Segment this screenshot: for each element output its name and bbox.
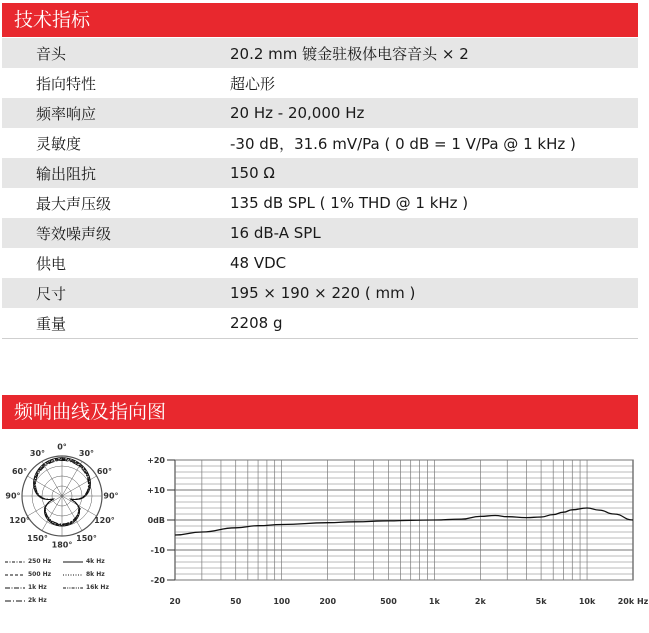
spec-row — [2, 98, 638, 128]
spec-row — [2, 188, 638, 218]
spec-value: 48 VDC — [230, 254, 287, 272]
legend-label: 4k Hz — [86, 558, 105, 565]
spec-section-header — [2, 3, 638, 37]
polar-pattern-chart — [4, 440, 128, 556]
spec-label: 重量 — [36, 314, 67, 333]
legend-line-swatch — [4, 559, 26, 565]
freq-section-header — [2, 395, 638, 429]
spec-value: 135 dB SPL ( 1% THD @ 1 kHz ) — [230, 194, 469, 212]
legend-label: 2k Hz — [28, 597, 47, 604]
legend-line-swatch — [62, 559, 84, 565]
legend-item — [62, 571, 105, 578]
legend-label: 8k Hz — [86, 571, 105, 578]
spec-row — [2, 158, 638, 188]
spec-row — [2, 308, 638, 339]
spec-value: 195 × 190 × 220 ( mm ) — [230, 284, 416, 302]
spec-label: 指向特性 — [36, 74, 97, 93]
x-tick-label: 50 — [230, 597, 242, 606]
legend-line-swatch — [62, 572, 84, 578]
legend-item — [62, 584, 109, 591]
legend-item — [4, 558, 51, 565]
spec-label: 灵敏度 — [36, 134, 82, 153]
x-tick-label: 200 — [319, 597, 337, 606]
spec-value: 16 dB-A SPL — [230, 224, 321, 242]
polar-angle-label: 120° — [94, 516, 115, 525]
polar-angle-label: 60° — [11, 467, 28, 476]
x-tick-label: 10k — [578, 597, 596, 606]
spec-value: 2208 g — [230, 314, 283, 332]
polar-angle-label: 0° — [57, 442, 67, 452]
spec-row — [2, 38, 638, 68]
polar-angle-label: 90° — [5, 491, 21, 501]
legend-label: 500 Hz — [28, 571, 52, 578]
legend-line-swatch — [4, 572, 26, 578]
spec-label: 最大声压级 — [36, 194, 112, 213]
x-tick-label: 500 — [380, 597, 397, 606]
x-tick-label: 5k — [535, 597, 547, 606]
polar-angle-label: 150° — [27, 533, 48, 543]
spec-table — [2, 38, 638, 339]
spec-label: 等效噪声级 — [36, 224, 112, 243]
spec-row — [2, 128, 638, 158]
spec-value: 150 Ω — [230, 164, 275, 182]
spec-label: 供电 — [36, 254, 67, 273]
polar-angle-label: 60° — [96, 467, 113, 476]
polar-angle-label: 120° — [9, 516, 30, 525]
legend-label: 250 Hz — [28, 558, 52, 565]
polar-angle-label: 90° — [103, 491, 119, 501]
spec-value: 20 Hz - 20,000 Hz — [230, 104, 365, 122]
spec-row — [2, 218, 638, 248]
y-tick-label: 0dB — [147, 516, 165, 525]
x-tick-label: 2k — [474, 597, 486, 606]
legend-item — [4, 571, 51, 578]
spec-row — [2, 278, 638, 308]
spec-label: 输出阻抗 — [36, 164, 97, 183]
polar-angle-label: 30° — [29, 449, 46, 459]
x-tick-label: 20k Hz — [617, 597, 649, 606]
legend-item — [62, 558, 105, 565]
legend-item — [4, 584, 47, 591]
legend-item — [4, 597, 47, 604]
spec-label: 频率响应 — [36, 104, 97, 123]
spec-section-title: 技术指标 — [14, 9, 91, 31]
spec-row — [2, 68, 638, 98]
spec-label: 音头 — [36, 44, 67, 63]
legend-label: 16k Hz — [86, 584, 109, 591]
x-tick-label: 20 — [169, 597, 181, 606]
polar-legend — [4, 558, 124, 614]
y-tick-label: -10 — [150, 546, 165, 555]
polar-angle-label: 30° — [78, 449, 95, 459]
polar-angle-label: 180° — [51, 540, 73, 550]
spec-value: -30 dB，31.6 mV/Pa ( 0 dB = 1 V/Pa @ 1 kHz ) — [230, 134, 576, 153]
legend-line-swatch — [4, 598, 26, 604]
legend-line-swatch — [62, 585, 84, 591]
x-tick-label: 100 — [273, 597, 291, 606]
spec-value: 超心形 — [230, 74, 276, 93]
freq-section-title: 频响曲线及指向图 — [14, 401, 167, 423]
spec-row — [2, 248, 638, 278]
frequency-response-chart — [140, 450, 649, 615]
y-tick-label: -20 — [150, 576, 165, 585]
spec-value: 20.2 mm 镀金驻极体电容音头 × 2 — [230, 44, 469, 63]
y-tick-label: +10 — [147, 486, 165, 495]
spec-label: 尺寸 — [36, 284, 67, 303]
legend-label: 1k Hz — [28, 584, 47, 591]
y-tick-label: +20 — [147, 456, 165, 465]
polar-angle-label: 150° — [76, 533, 97, 543]
x-tick-label: 1k — [428, 597, 440, 606]
legend-line-swatch — [4, 585, 26, 591]
